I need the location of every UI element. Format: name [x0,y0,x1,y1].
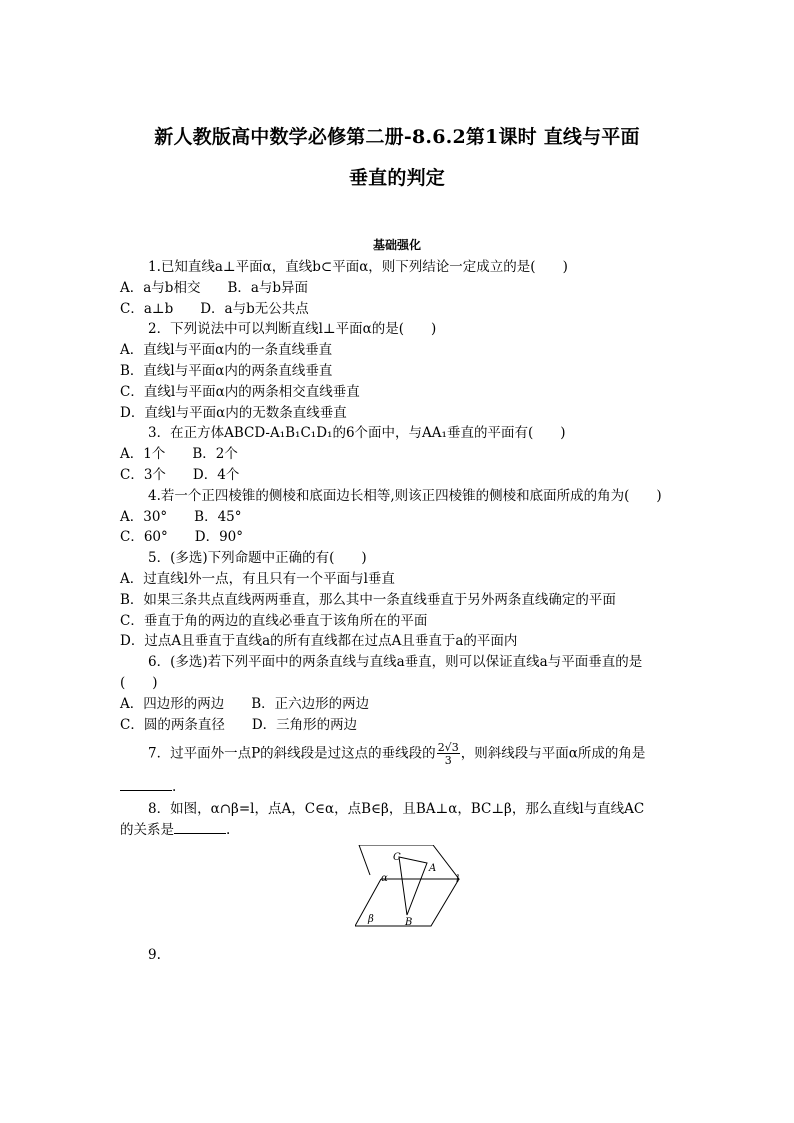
fraction [437,742,460,766]
question-2-option-b: B．直线l与平面α内的两条直线垂直 [120,363,333,379]
fraction-denominator: 3 [444,754,452,767]
question-7-text-before: 7．过平面外一点P的斜线段是过这点的垂线段的 [148,745,436,762]
plane-alpha-edge [359,845,459,879]
question-2: 2．下列说法中可以判断直线l⊥平面α的是( ) [148,321,437,337]
label-beta: β [368,914,374,925]
answer-blank[interactable] [120,778,172,791]
question-6-answer-parens: ( ) [120,675,158,691]
question-8: 8．如图，α∩β=l，点A，C∈α，点B∈β，且BA⊥α，BC⊥β，那么直线l与直线AC [148,801,645,817]
question-3-options-ab: A．1个 B．2个 [120,446,238,462]
question-6-options-ab: A．四边形的两边 B．正六边形的两边 [120,696,370,712]
question-3-options-cd: C．3个 D．4个 [120,467,240,483]
triangle-abc [399,857,427,915]
plane-intersection-figure [355,845,467,931]
label-l: l [456,874,460,885]
question-2-option-c: C．直线l与平面α内的两条相交直线垂直 [120,384,360,400]
question-3: 3．在正方体ABCD-A₁B₁C₁D₁的6个面中，与AA₁垂直的平面有( ) [148,425,566,441]
label-alpha: α [381,873,388,884]
question-7-text-after: ，则斜线段与平面α所成的角是 [460,745,646,762]
question-7 [148,742,645,766]
question-2-option-d: D．直线l与平面α内的无数条直线垂直 [120,405,347,421]
question-4: 4.若一个正四棱锥的侧棱和底面边长相等,则该正四棱锥的侧棱和底面所成的角为( ) [148,488,662,504]
label-b: B [405,917,413,928]
question-1-options-cd: C．a⊥b D．a与b无公共点 [120,301,309,317]
question-1-options-ab: A．a与b相交 B．a与b异面 [120,280,309,296]
question-4-options-cd: C．60° D．90° [120,529,244,545]
plane-alpha-left-edge [359,845,370,875]
question-8-continued [120,821,230,839]
question-2-option-a: A．直线l与平面α内的一条直线垂直 [120,342,333,358]
question-6: 6．(多选)若下列平面中的两条直线与直线a垂直，则可以保证直线a与平面垂直的是 [148,654,643,670]
question-5-option-b: B．如果三条共点直线两两垂直，那么其中一条直线垂直于另外两条直线确定的平面 [120,592,616,608]
section-heading: 基础强化 [372,238,421,252]
answer-blank[interactable] [174,821,226,834]
question-5-option-d: D．过点A且垂直于直线a的所有直线都在过点A且垂直于a的平面内 [120,633,518,649]
question-7-answer-line [120,778,176,796]
fraction-numerator: 2√3 [437,741,459,754]
question-7-end: . [172,779,177,795]
page-title: 新人教版高中数学必修第二册-8.6.2第1课时 直线与平面 [154,126,640,148]
question-8-text: 的关系是 [120,822,174,838]
label-c: C [393,852,401,863]
question-8-end: . [226,822,231,838]
question-9: 9. [148,947,161,963]
question-1: 1.已知直线a⊥平面α，直线b⊂平面α，则下列结论一定成立的是( ) [148,259,568,275]
page-title-continued: 垂直的判定 [348,167,445,189]
question-6-options-cd: C．圆的两条直径 D．三角形的两边 [120,717,358,733]
question-5-option-c: C．垂直于角的两边的直线必垂直于该角所在的平面 [120,613,428,629]
question-5-option-a: A．过直线l外一点，有且只有一个平面与l垂直 [120,571,395,587]
question-4-options-ab: A．30° B．45° [120,509,242,525]
question-5: 5．(多选)下列命题中正确的有( ) [148,550,367,566]
label-a: A [429,863,437,874]
